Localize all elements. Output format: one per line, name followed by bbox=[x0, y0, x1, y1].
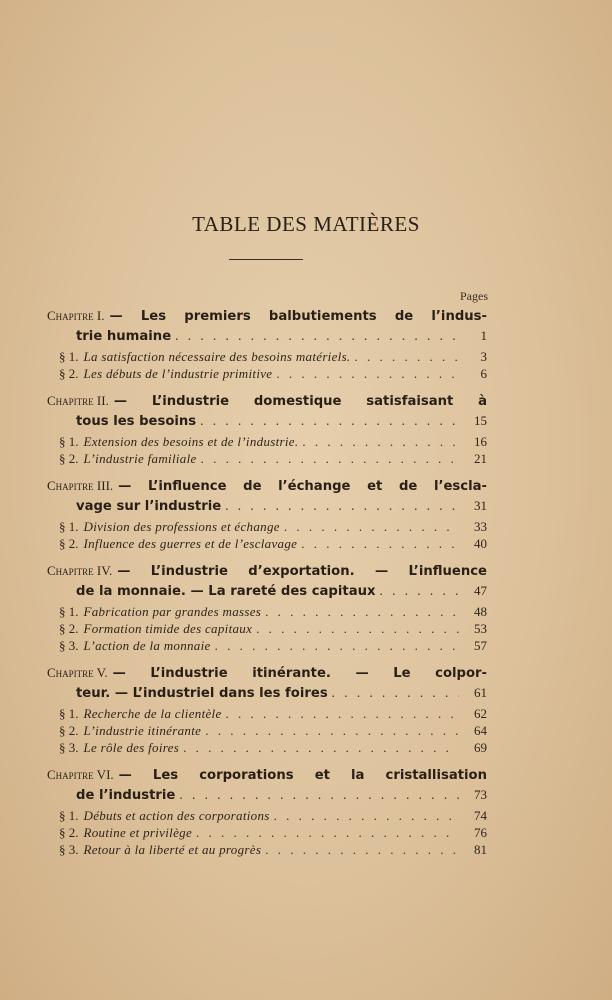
section-title: Influence des guerres et de l’esclavage bbox=[83, 536, 298, 551]
section-list bbox=[47, 807, 487, 858]
section-list bbox=[47, 518, 487, 552]
dot-leader bbox=[200, 411, 459, 430]
dot-leader bbox=[265, 603, 459, 620]
toc-section-entry bbox=[47, 433, 487, 450]
chapter-heading-line bbox=[47, 663, 487, 683]
section-page-number: 74 bbox=[474, 808, 487, 823]
section-title: L’industrie familiale bbox=[83, 451, 197, 466]
chapter-title: — L’influence de l’échange et de l’escla- bbox=[118, 479, 487, 494]
section-number: § 2. bbox=[59, 536, 79, 551]
dot-leader bbox=[380, 581, 460, 600]
toc-chapter bbox=[47, 765, 487, 858]
toc-section-entry bbox=[47, 739, 487, 756]
section-title: Les débuts de l’industrie primitive bbox=[83, 366, 273, 381]
section-title: Routine et privilège bbox=[83, 825, 193, 840]
chapter-title: de l’industrie bbox=[76, 788, 176, 803]
section-title: Recherche de la clientèle bbox=[83, 706, 222, 721]
section-page-number: 33 bbox=[474, 519, 487, 534]
chapter-heading-line bbox=[47, 561, 487, 581]
section-page-number: 53 bbox=[474, 621, 487, 636]
toc-section-entry bbox=[47, 637, 487, 654]
section-page-number: 81 bbox=[474, 842, 487, 857]
dot-leader bbox=[175, 326, 459, 345]
toc-chapter bbox=[47, 476, 487, 552]
chapter-title: vage sur l’industrie bbox=[76, 499, 222, 514]
section-title: Extension des besoins et de l’industrie. bbox=[83, 434, 299, 449]
chapter-number: Chapitre II. bbox=[47, 393, 109, 408]
toc-section-entry bbox=[47, 705, 487, 722]
chapter-page-number: 31 bbox=[474, 498, 487, 513]
section-number: § 2. bbox=[59, 825, 79, 840]
section-title: Fabrication par grandes masses bbox=[83, 604, 262, 619]
section-list bbox=[47, 705, 487, 756]
section-number: § 2. bbox=[59, 451, 79, 466]
dot-leader bbox=[256, 620, 459, 637]
chapter-number: Chapitre IV. bbox=[47, 563, 113, 578]
chapter-page-number: 15 bbox=[474, 413, 487, 428]
section-page-number: 76 bbox=[474, 825, 487, 840]
toc-section-entry bbox=[47, 603, 487, 620]
chapter-page-number: 61 bbox=[474, 685, 487, 700]
dot-leader bbox=[354, 348, 459, 365]
section-list bbox=[47, 433, 487, 467]
chapter-title: — Les corporations et la cristallisation bbox=[118, 768, 487, 783]
section-page-number: 64 bbox=[474, 723, 487, 738]
section-title: La satisfaction nécessaire des besoins matériels. bbox=[83, 349, 351, 364]
section-number: § 1. bbox=[59, 604, 79, 619]
chapter-heading-line bbox=[47, 581, 487, 601]
toc-section-entry bbox=[47, 807, 487, 824]
dot-leader bbox=[284, 518, 459, 535]
section-title: Le rôle des foires bbox=[83, 740, 180, 755]
section-number: § 1. bbox=[59, 434, 79, 449]
section-number: § 2. bbox=[59, 621, 79, 636]
chapter-title: — L’industrie domestique satisfaisant à bbox=[113, 394, 487, 409]
toc-section-entry bbox=[47, 841, 487, 858]
page-title: TABLE DES MATIÈRES bbox=[192, 212, 420, 236]
toc-section-entry bbox=[47, 518, 487, 535]
section-number: § 2. bbox=[59, 723, 79, 738]
chapter-heading-line bbox=[47, 496, 487, 516]
chapter-title: — L’industrie d’exportation. — L’influence bbox=[117, 564, 487, 579]
section-page-number: 69 bbox=[474, 740, 487, 755]
toc-chapter bbox=[47, 306, 487, 382]
dot-leader bbox=[276, 365, 459, 382]
dot-leader bbox=[265, 841, 459, 858]
chapter-title: tous les besoins bbox=[76, 414, 197, 429]
title-divider bbox=[229, 259, 303, 260]
toc-section-entry bbox=[47, 348, 487, 365]
section-title: Débuts et action des corporations bbox=[83, 808, 270, 823]
dot-leader bbox=[332, 683, 459, 702]
dot-leader bbox=[302, 433, 459, 450]
chapter-title: — Les premiers balbutiements de l’indus- bbox=[109, 309, 487, 324]
section-title: L’industrie itinérante bbox=[83, 723, 202, 738]
chapter-heading-line bbox=[47, 765, 487, 785]
toc-section-entry bbox=[47, 722, 487, 739]
dot-leader bbox=[183, 739, 459, 756]
section-page-number: 21 bbox=[474, 451, 487, 466]
dot-leader bbox=[196, 824, 459, 841]
chapter-heading-line bbox=[47, 391, 487, 411]
chapter-title: teur. — L’industriel dans les foires bbox=[76, 686, 328, 701]
chapter-heading-line bbox=[47, 785, 487, 805]
dot-leader bbox=[225, 496, 459, 515]
section-title: Formation timide des capitaux bbox=[83, 621, 253, 636]
dot-leader bbox=[215, 637, 459, 654]
section-number: § 1. bbox=[59, 349, 79, 364]
chapter-heading-line bbox=[47, 476, 487, 496]
pages-column-label: Pages bbox=[460, 289, 488, 303]
dot-leader bbox=[201, 450, 459, 467]
table-of-contents bbox=[47, 306, 487, 867]
dot-leader bbox=[301, 535, 459, 552]
toc-section-entry bbox=[47, 535, 487, 552]
chapter-heading-line bbox=[47, 306, 487, 326]
section-page-number: 62 bbox=[474, 706, 487, 721]
section-page-number: 3 bbox=[480, 349, 487, 364]
chapter-title: trie humaine bbox=[76, 329, 172, 344]
section-number: § 3. bbox=[59, 740, 79, 755]
section-page-number: 16 bbox=[474, 434, 487, 449]
section-number: § 3. bbox=[59, 842, 79, 857]
chapter-heading-line bbox=[47, 683, 487, 703]
chapter-heading-line bbox=[47, 326, 487, 346]
chapter-number: Chapitre III. bbox=[47, 478, 114, 493]
chapter-title: de la monnaie. — La rareté des capitaux bbox=[76, 584, 376, 599]
section-title: Retour à la liberté et au progrès bbox=[83, 842, 262, 857]
chapter-heading-line bbox=[47, 411, 487, 431]
section-page-number: 57 bbox=[474, 638, 487, 653]
chapter-page-number: 1 bbox=[480, 328, 487, 343]
section-number: § 1. bbox=[59, 808, 79, 823]
dot-leader bbox=[226, 705, 459, 722]
section-list bbox=[47, 348, 487, 382]
toc-section-entry bbox=[47, 824, 487, 841]
section-number: § 1. bbox=[59, 519, 79, 534]
section-title: Division des professions et échange bbox=[83, 519, 280, 534]
section-page-number: 40 bbox=[474, 536, 487, 551]
section-number: § 3. bbox=[59, 638, 79, 653]
toc-chapter bbox=[47, 663, 487, 756]
toc-section-entry bbox=[47, 620, 487, 637]
section-title: L’action de la monnaie bbox=[83, 638, 211, 653]
toc-section-entry bbox=[47, 450, 487, 467]
toc-section-entry bbox=[47, 365, 487, 382]
chapter-title: — L’industrie itinérante. — Le colpor- bbox=[112, 666, 487, 681]
toc-chapter bbox=[47, 391, 487, 467]
dot-leader bbox=[274, 807, 459, 824]
chapter-page-number: 47 bbox=[474, 583, 487, 598]
section-number: § 2. bbox=[59, 366, 79, 381]
section-list bbox=[47, 603, 487, 654]
section-number: § 1. bbox=[59, 706, 79, 721]
section-page-number: 6 bbox=[480, 366, 487, 381]
dot-leader bbox=[205, 722, 459, 739]
toc-chapter bbox=[47, 561, 487, 654]
chapter-number: Chapitre V. bbox=[47, 665, 108, 680]
section-page-number: 48 bbox=[474, 604, 487, 619]
chapter-number: Chapitre I. bbox=[47, 308, 105, 323]
chapter-number: Chapitre VI. bbox=[47, 767, 114, 782]
chapter-page-number: 73 bbox=[474, 787, 487, 802]
dot-leader bbox=[179, 785, 459, 804]
